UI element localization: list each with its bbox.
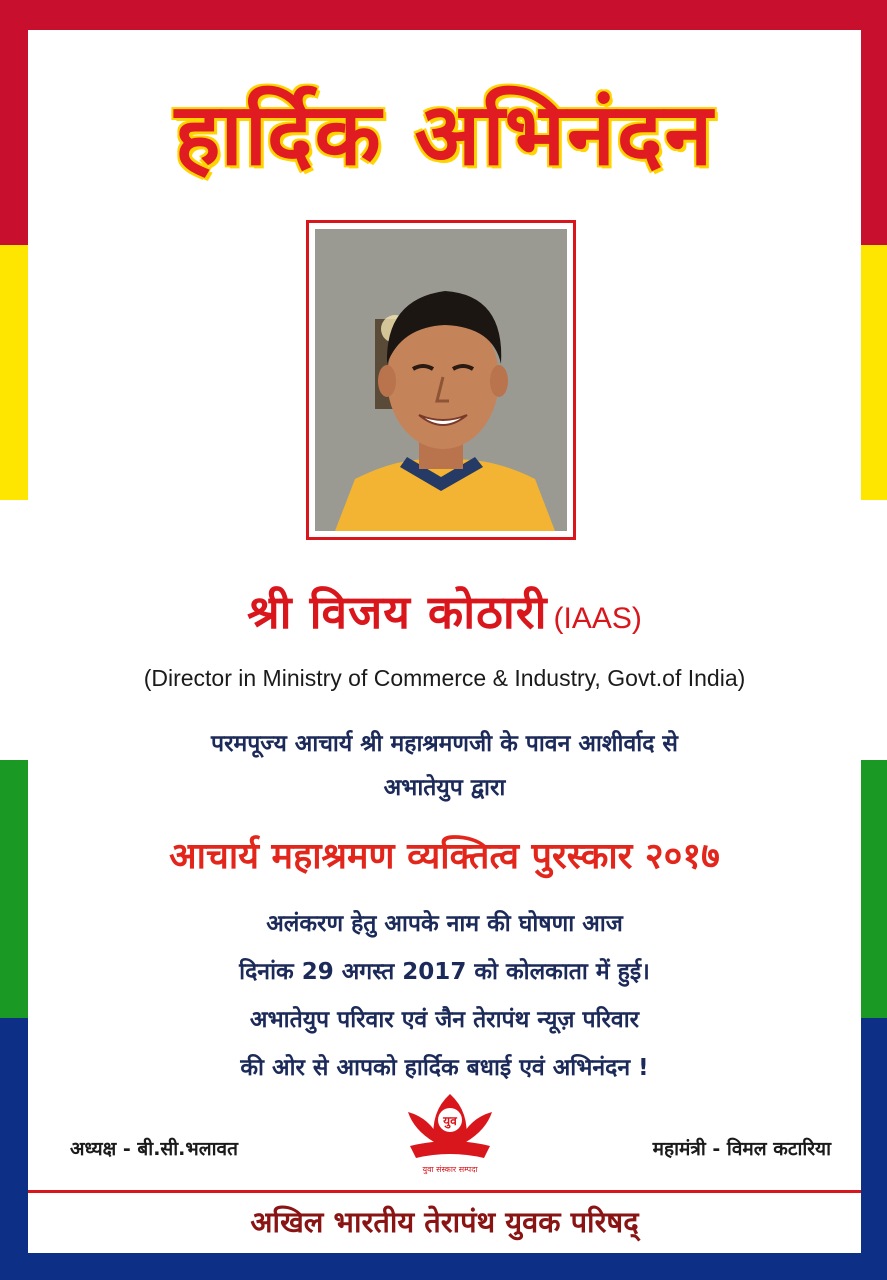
lotus-emblem-icon bbox=[400, 1090, 500, 1176]
blessing-line-1: परमपूज्य आचार्य श्री महाश्रमणजी के पावन आशीर्वाद से bbox=[211, 731, 678, 757]
signatory-president: अध्यक्ष - बी.सी.भलावत bbox=[70, 1138, 238, 1160]
signatory-general-secretary: महामंत्री - विमल कटारिया bbox=[652, 1138, 831, 1160]
organization-footer: अखिल भारतीय तेरापंथ युवक परिषद् bbox=[28, 1190, 861, 1253]
honoree-suffix: (IAAS) bbox=[553, 602, 642, 635]
portrait-photo bbox=[315, 229, 567, 531]
poster-title: हार्दिक अभिनंदन bbox=[174, 85, 715, 185]
blessing-text bbox=[28, 722, 861, 810]
svg-text:युवा संस्कार सम्पदा: युवा संस्कार सम्पदा bbox=[422, 1165, 478, 1174]
honoree-designation: (Director in Ministry of Commerce & Industry, Govt.of India) bbox=[143, 665, 746, 691]
message-line-1: अलंकरण हेतु आपके नाम की घोषणा आज bbox=[266, 911, 623, 937]
message-line-4: की ओर से आपको हार्दिक बधाई एवं अभिनंदन ! bbox=[240, 1055, 649, 1081]
announcement-message bbox=[28, 900, 861, 1092]
portrait-frame bbox=[306, 220, 576, 540]
honoree-name: श्री विजय कोठारी bbox=[247, 585, 548, 639]
message-line-3: अभातेयुप परिवार एवं जैन तेरापंथ न्यूज़ परिवार bbox=[249, 1007, 640, 1033]
blessing-line-2: अभातेयुप द्वारा bbox=[383, 775, 506, 801]
honoree-name-row bbox=[28, 580, 861, 642]
message-line-2: दिनांक 29 अगस्त 2017 को कोलकाता में हुई। bbox=[239, 959, 650, 985]
portrait-illustration bbox=[315, 229, 567, 531]
svg-text:युव: युव bbox=[443, 1114, 457, 1128]
poster-card bbox=[28, 30, 861, 1253]
award-title: आचार्य महाश्रमण व्यक्तित्व पुरस्कार २०१७ bbox=[169, 836, 720, 877]
